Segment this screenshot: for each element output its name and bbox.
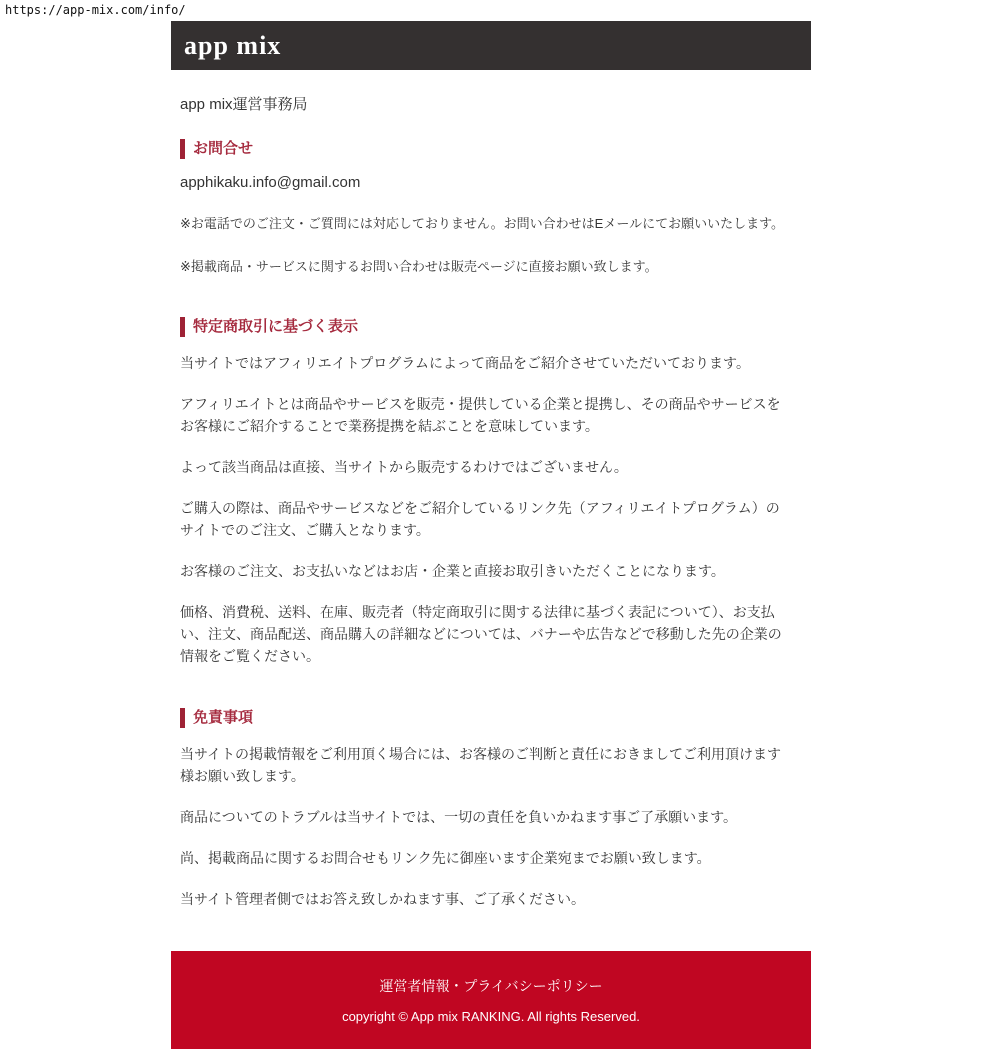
footer-copyright-text: copyright © App mix RANKING. All rights Reserved. — [342, 1009, 640, 1024]
disclaimer-paragraph: 尚、掲載商品に関するお問合せもリンク先に御座います企業宛までお願い致します。 — [180, 850, 711, 866]
contact-note: ※お電話でのご注文・ご質問には対応しておりません。お問い合わせはEメールにてお願いいたします。 — [180, 216, 785, 231]
main-content — [171, 70, 811, 910]
disclaimer-paragraph: 商品についてのトラブルは当サイトでは、一切の責任を負いかねます事ご了承願います。 — [180, 809, 738, 825]
disclaimer-paragraph: 当サイトの掲載情報をご利用頂く場合には、お客様のご判断と責任におきましてご利用頂けます様お願い致します。 — [180, 746, 782, 784]
site-header — [171, 21, 811, 70]
commerce-paragraph: 価格、消費税、送料、在庫、販売者（特定商取引に関する法律に基づく表記について）、お支払い、注文、商品配送、商品購入の詳細などについては、バナーや広告などで移動した先の企業の情報をご覧ください。 — [180, 604, 782, 664]
page-url-text: https://app-mix.com/info/ — [5, 3, 186, 17]
commerce-paragraph: アフィリエイトとは商品やサービスを販売・提供している企業と提携し、その商品やサービスをお客様にご紹介することで業務提携を結ぶことを意味しています。 — [180, 396, 781, 434]
footer-privacy-policy-link[interactable]: 運営者情報・プライバシーポリシー — [379, 978, 603, 994]
page-container — [171, 21, 811, 1049]
commerce-paragraph: よって該当商品は直接、当サイトから販売するわけではございません。 — [180, 459, 628, 475]
disclaimer-paragraph: 当サイト管理者側ではお答え致しかねます事、ご了承ください。 — [180, 891, 586, 907]
site-logo[interactable]: app mix — [184, 30, 282, 60]
contact-email-text: apphikaku.info@gmail.com — [180, 174, 361, 191]
commerce-section-heading: 特定商取引に基づく表示 — [180, 317, 793, 337]
commerce-paragraph: ご購入の際は、商品やサービスなどをご紹介しているリンク先（アフィリエイトプログラム）のサイトでのご注文、ご購入となります。 — [180, 500, 780, 538]
contact-note: ※掲載商品・サービスに関するお問い合わせは販売ページに直接お願い致します。 — [180, 259, 658, 274]
operator-name-text: app mix運営事務局 — [180, 96, 308, 113]
site-footer — [171, 951, 811, 1049]
commerce-paragraph: 当サイトではアフィリエイトプログラムによって商品をご紹介させていただいております。 — [180, 355, 750, 371]
contact-section-heading: お問合せ — [180, 139, 793, 159]
commerce-paragraph: お客様のご注文、お支払いなどはお店・企業と直接お取引きいただくことになります。 — [180, 563, 725, 579]
disclaimer-section-heading: 免責事項 — [180, 708, 793, 728]
